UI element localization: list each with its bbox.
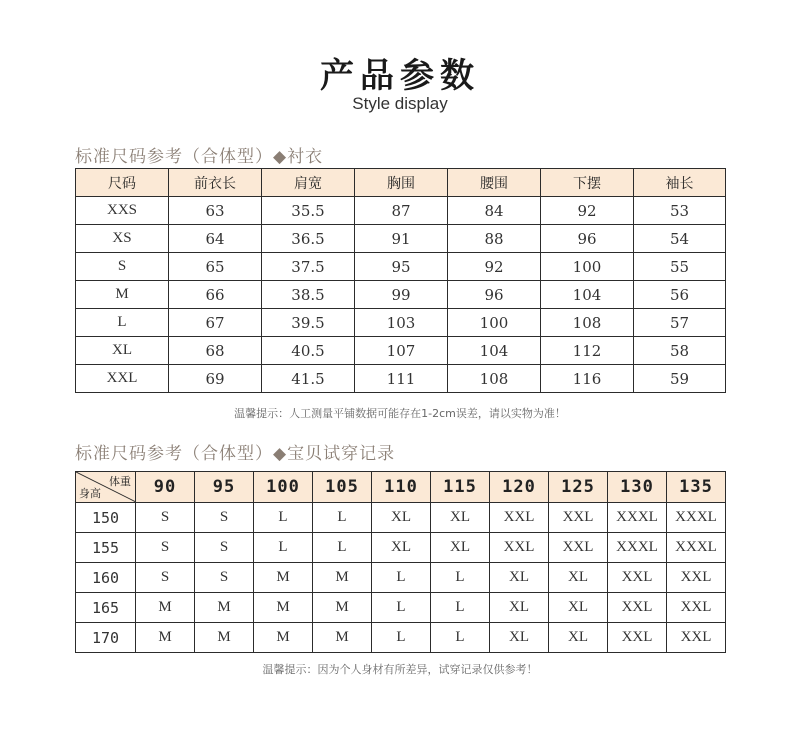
table-cell: L bbox=[313, 503, 372, 533]
table-cell: M bbox=[195, 623, 254, 653]
table-cell: M bbox=[254, 563, 313, 593]
table-cell: L bbox=[372, 563, 431, 593]
table-cell: 38.5 bbox=[262, 281, 355, 309]
table-cell: XXXL bbox=[608, 533, 667, 563]
weight-header: 120 bbox=[490, 472, 549, 503]
table-cell: 104 bbox=[448, 337, 541, 365]
table-cell: M bbox=[254, 623, 313, 653]
column-header: 尺码 bbox=[76, 169, 169, 197]
weight-header: 90 bbox=[136, 472, 195, 503]
column-header: 下摆 bbox=[541, 169, 634, 197]
table-cell: 104 bbox=[541, 281, 634, 309]
weight-header: 125 bbox=[549, 472, 608, 503]
table-cell: L bbox=[372, 623, 431, 653]
table-cell: 56 bbox=[634, 281, 726, 309]
table-cell: XL bbox=[490, 623, 549, 653]
table-cell: L bbox=[254, 533, 313, 563]
fitting-record-title: 标准尺码参考（合体型） bbox=[75, 444, 273, 464]
measurement-note: 温馨提示：人工测量平铺数据可能存在1-2cm误差，请以实物为准！ bbox=[234, 407, 566, 420]
table-cell: 58 bbox=[634, 337, 726, 365]
table-cell: 35.5 bbox=[262, 197, 355, 225]
table-cell: 84 bbox=[448, 197, 541, 225]
table-cell: L bbox=[431, 623, 490, 653]
table-cell: 87 bbox=[355, 197, 448, 225]
weight-header: 95 bbox=[195, 472, 254, 503]
table-cell: 100 bbox=[541, 253, 634, 281]
weight-header: 135 bbox=[667, 472, 726, 503]
table-cell: 96 bbox=[448, 281, 541, 309]
fitting-record-table bbox=[75, 471, 726, 653]
row-label-cell: 170 bbox=[76, 623, 136, 653]
page-title: 产品参数 bbox=[320, 56, 480, 96]
table-cell: M bbox=[313, 593, 372, 623]
fitting-note: 温馨提示：因为个人身材有所差异，试穿记录仅供参考！ bbox=[262, 663, 538, 676]
table-cell: XXL bbox=[608, 563, 667, 593]
table-cell: 65 bbox=[169, 253, 262, 281]
table-cell: XXXL bbox=[667, 533, 726, 563]
table-cell: 53 bbox=[634, 197, 726, 225]
table-cell: XXL bbox=[549, 503, 608, 533]
table-cell: 69 bbox=[169, 365, 262, 393]
column-header: 腰围 bbox=[448, 169, 541, 197]
row-label-cell: L bbox=[76, 309, 169, 337]
table-row bbox=[76, 533, 726, 563]
table-cell: 40.5 bbox=[262, 337, 355, 365]
row-label-cell: 160 bbox=[76, 563, 136, 593]
table-cell: L bbox=[431, 563, 490, 593]
table-cell: XL bbox=[372, 533, 431, 563]
table-cell: 57 bbox=[634, 309, 726, 337]
table-row bbox=[76, 225, 726, 253]
table-cell: XL bbox=[431, 503, 490, 533]
diamond-icon: ◆ bbox=[273, 444, 288, 464]
table-cell: XXL bbox=[490, 533, 549, 563]
table-cell: XL bbox=[490, 563, 549, 593]
fitting-record-suffix: 宝贝试穿记录 bbox=[287, 444, 396, 464]
table-cell: M bbox=[136, 623, 195, 653]
table-cell: 108 bbox=[448, 365, 541, 393]
table-cell: M bbox=[254, 593, 313, 623]
table-row bbox=[76, 623, 726, 653]
row-label-cell: XS bbox=[76, 225, 169, 253]
corner-header bbox=[76, 472, 136, 503]
table-cell: XXL bbox=[490, 503, 549, 533]
table-cell: 66 bbox=[169, 281, 262, 309]
shirt-size-table bbox=[75, 168, 726, 393]
table-cell: XXL bbox=[608, 623, 667, 653]
table-cell: 100 bbox=[448, 309, 541, 337]
column-header: 袖长 bbox=[634, 169, 726, 197]
table-cell: 112 bbox=[541, 337, 634, 365]
table-cell: S bbox=[195, 503, 254, 533]
table-cell: 54 bbox=[634, 225, 726, 253]
table-cell: 88 bbox=[448, 225, 541, 253]
table-cell: 107 bbox=[355, 337, 448, 365]
table-cell: XXL bbox=[667, 623, 726, 653]
table-cell: 67 bbox=[169, 309, 262, 337]
table-cell: M bbox=[313, 623, 372, 653]
table-cell: 64 bbox=[169, 225, 262, 253]
table-cell: 103 bbox=[355, 309, 448, 337]
diamond-icon: ◆ bbox=[273, 147, 288, 167]
table-row bbox=[76, 503, 726, 533]
table-cell: 95 bbox=[355, 253, 448, 281]
table-cell: L bbox=[372, 593, 431, 623]
column-header: 胸围 bbox=[355, 169, 448, 197]
row-label-cell: XXL bbox=[76, 365, 169, 393]
row-label-cell: M bbox=[76, 281, 169, 309]
table-cell: M bbox=[195, 593, 254, 623]
fitting-record-heading bbox=[75, 439, 395, 464]
table-row bbox=[76, 563, 726, 593]
table-cell: 39.5 bbox=[262, 309, 355, 337]
table-row bbox=[76, 281, 726, 309]
weight-header: 105 bbox=[313, 472, 372, 503]
table-cell: 59 bbox=[634, 365, 726, 393]
table-cell: 96 bbox=[541, 225, 634, 253]
table-cell: S bbox=[195, 533, 254, 563]
table-cell: 36.5 bbox=[262, 225, 355, 253]
table-cell: S bbox=[136, 503, 195, 533]
table-cell: XXXL bbox=[667, 503, 726, 533]
table-cell: S bbox=[136, 533, 195, 563]
table-cell: 111 bbox=[355, 365, 448, 393]
table-cell: XL bbox=[490, 593, 549, 623]
weight-header: 115 bbox=[431, 472, 490, 503]
table-row bbox=[76, 337, 726, 365]
table-row bbox=[76, 253, 726, 281]
table-cell: L bbox=[313, 533, 372, 563]
column-header: 肩宽 bbox=[262, 169, 355, 197]
row-label-cell: XXS bbox=[76, 197, 169, 225]
table-cell: 92 bbox=[448, 253, 541, 281]
size-chart-title: 标准尺码参考（合体型） bbox=[75, 147, 273, 167]
row-label-cell: 150 bbox=[76, 503, 136, 533]
row-label-cell: 165 bbox=[76, 593, 136, 623]
table-cell: 68 bbox=[169, 337, 262, 365]
weight-header: 100 bbox=[254, 472, 313, 503]
table-cell: XL bbox=[431, 533, 490, 563]
weight-label: 体重 bbox=[109, 475, 131, 488]
table-cell: 55 bbox=[634, 253, 726, 281]
table-cell: 37.5 bbox=[262, 253, 355, 281]
table-cell: M bbox=[136, 593, 195, 623]
table-cell: XL bbox=[549, 623, 608, 653]
table-cell: L bbox=[254, 503, 313, 533]
table-cell: 108 bbox=[541, 309, 634, 337]
row-label-cell: 155 bbox=[76, 533, 136, 563]
row-label-cell: S bbox=[76, 253, 169, 281]
table-header-row bbox=[76, 472, 726, 503]
table-cell: S bbox=[195, 563, 254, 593]
table-cell: 63 bbox=[169, 197, 262, 225]
table-cell: XXL bbox=[667, 563, 726, 593]
table-cell: 91 bbox=[355, 225, 448, 253]
table-row bbox=[76, 593, 726, 623]
height-label: 身高 bbox=[79, 487, 101, 500]
table-row bbox=[76, 309, 726, 337]
table-row bbox=[76, 365, 726, 393]
weight-header: 130 bbox=[608, 472, 667, 503]
table-cell: XL bbox=[549, 563, 608, 593]
table-cell: 116 bbox=[541, 365, 634, 393]
table-cell: XXL bbox=[608, 593, 667, 623]
size-chart-suffix: 衬衣 bbox=[287, 147, 324, 167]
page-subtitle: Style display bbox=[352, 94, 448, 113]
table-cell: XL bbox=[549, 593, 608, 623]
table-cell: XXXL bbox=[608, 503, 667, 533]
column-header: 前衣长 bbox=[169, 169, 262, 197]
table-cell: 92 bbox=[541, 197, 634, 225]
weight-header: 110 bbox=[372, 472, 431, 503]
size-chart-heading bbox=[75, 142, 323, 167]
table-cell: XXL bbox=[549, 533, 608, 563]
table-cell: 99 bbox=[355, 281, 448, 309]
table-cell: S bbox=[136, 563, 195, 593]
table-cell: 41.5 bbox=[262, 365, 355, 393]
table-header-row bbox=[76, 169, 726, 197]
table-cell: XL bbox=[372, 503, 431, 533]
row-label-cell: XL bbox=[76, 337, 169, 365]
table-cell: XXL bbox=[667, 593, 726, 623]
table-cell: M bbox=[313, 563, 372, 593]
table-row bbox=[76, 197, 726, 225]
table-cell: L bbox=[431, 593, 490, 623]
